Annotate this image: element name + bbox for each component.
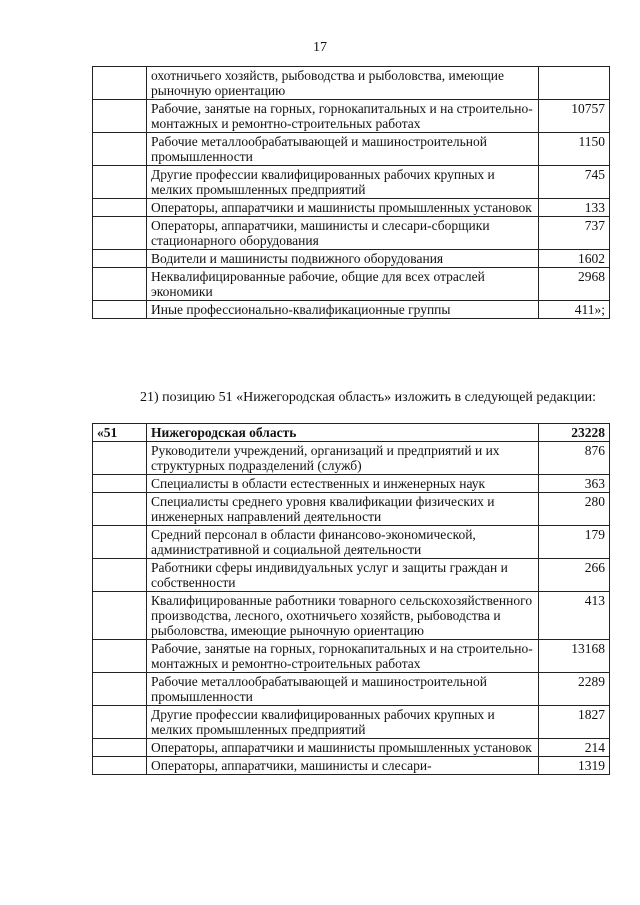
code-cell: [93, 301, 147, 319]
occupation-cell: Специалисты в области естественных и инженерных наук: [147, 475, 539, 493]
code-cell: [93, 493, 147, 526]
value-cell: 133: [539, 199, 610, 217]
code-cell: [93, 166, 147, 199]
table-row: [93, 673, 610, 706]
occupation-cell: охотничьего хозяйств, рыбоводства и рыболовства, имеющие рыночную ориентацию: [147, 67, 539, 100]
value-cell: 214: [539, 739, 610, 757]
occupation-cell: Другие профессии квалифицированных рабочих крупных и мелких промышленных предприятий: [147, 166, 539, 199]
code-cell: [93, 757, 147, 775]
table-row: [93, 493, 610, 526]
code-cell: «51: [93, 424, 147, 442]
occupation-cell: Операторы, аппаратчики и машинисты промышленных установок: [147, 199, 539, 217]
table-row: [93, 250, 610, 268]
value-cell: 2289: [539, 673, 610, 706]
occupation-cell: Операторы, аппаратчики и машинисты промышленных установок: [147, 739, 539, 757]
table-row: [93, 757, 610, 775]
value-cell: 1602: [539, 250, 610, 268]
value-cell: 363: [539, 475, 610, 493]
occupation-cell: Рабочие металлообрабатывающей и машиностроительной промышленности: [147, 673, 539, 706]
table-row: [93, 442, 610, 475]
table-row: [93, 301, 610, 319]
occupation-cell: Рабочие металлообрабатывающей и машиностроительной промышленности: [147, 133, 539, 166]
value-cell: 23228: [539, 424, 610, 442]
occupation-cell: Работники сферы индивидуальных услуг и защиты граждан и собственности: [147, 559, 539, 592]
code-cell: [93, 133, 147, 166]
occupation-cell: Другие профессии квалифицированных рабочих крупных и мелких промышленных предприятий: [147, 706, 539, 739]
occupation-cell: Руководители учреждений, организаций и предприятий и их структурных подразделений (служб): [147, 442, 539, 475]
value-cell: 280: [539, 493, 610, 526]
table-row: [93, 166, 610, 199]
table-row: [93, 526, 610, 559]
value-cell: 876: [539, 442, 610, 475]
value-cell: 2968: [539, 268, 610, 301]
table-row: [93, 268, 610, 301]
code-cell: [93, 442, 147, 475]
table-row: [93, 133, 610, 166]
value-cell: 1319: [539, 757, 610, 775]
page-number: 17: [313, 40, 327, 55]
code-cell: [93, 67, 147, 100]
code-cell: [93, 199, 147, 217]
code-cell: [93, 268, 147, 301]
code-cell: [93, 250, 147, 268]
occupation-cell: Неквалифицированные рабочие, общие для всех отраслей экономики: [147, 268, 539, 301]
code-cell: [93, 706, 147, 739]
code-cell: [93, 673, 147, 706]
occupation-cell: Иные профессионально-квалификационные группы: [147, 301, 539, 319]
value-cell: 1827: [539, 706, 610, 739]
table-row: [93, 559, 610, 592]
table-row: [93, 739, 610, 757]
table-row: [93, 67, 610, 100]
occupation-cell: Операторы, аппаратчики, машинисты и слесари-сборщики стационарного оборудования: [147, 217, 539, 250]
value-cell: 737: [539, 217, 610, 250]
value-cell: 1150: [539, 133, 610, 166]
value-cell: 179: [539, 526, 610, 559]
table-row: [93, 475, 610, 493]
value-cell: 13168: [539, 640, 610, 673]
value-cell: 413: [539, 592, 610, 640]
code-cell: [93, 526, 147, 559]
code-cell: [93, 739, 147, 757]
code-cell: [93, 217, 147, 250]
table-row: [93, 217, 610, 250]
occupation-cell: Средний персонал в области финансово-экономической, административной и социальной деятельности: [147, 526, 539, 559]
occupation-cell: Рабочие, занятые на горных, горнокапитальных и на строительно-монтажных и ремонтно-строительных работах: [147, 100, 539, 133]
value-cell: 411»;: [539, 301, 610, 319]
table-row: [93, 640, 610, 673]
amendment-paragraph: 21) позицию 51 «Нижегородская область» изложить в следующей редакции:: [140, 390, 596, 405]
code-cell: [93, 559, 147, 592]
table-row: [93, 100, 610, 133]
value-cell: 266: [539, 559, 610, 592]
code-cell: [93, 475, 147, 493]
code-cell: [93, 640, 147, 673]
occupation-cell: Нижегородская область: [147, 424, 539, 442]
value-cell: [539, 67, 610, 100]
table-header-row: [93, 424, 610, 442]
occupation-cell: Операторы, аппаратчики, машинисты и слесари-: [147, 757, 539, 775]
code-cell: [93, 592, 147, 640]
table-row: [93, 592, 610, 640]
occupation-cell: Квалифицированные работники товарного сельскохозяйственного производства, лесного, охотничьего хозяйств, рыбоводства и рыболовства, имеющие рыночную ориентацию: [147, 592, 539, 640]
occupation-cell: Специалисты среднего уровня квалификации физических и инженерных направлений деятельности: [147, 493, 539, 526]
occupation-cell: Рабочие, занятые на горных, горнокапитальных и на строительно-монтажных и ремонтно-строительных работах: [147, 640, 539, 673]
table-continued: [92, 66, 610, 319]
occupation-cell: Водители и машинисты подвижного оборудования: [147, 250, 539, 268]
value-cell: 745: [539, 166, 610, 199]
code-cell: [93, 100, 147, 133]
table-row: [93, 706, 610, 739]
table-row: [93, 199, 610, 217]
table-nizhny-novgorod: [92, 423, 610, 775]
value-cell: 10757: [539, 100, 610, 133]
